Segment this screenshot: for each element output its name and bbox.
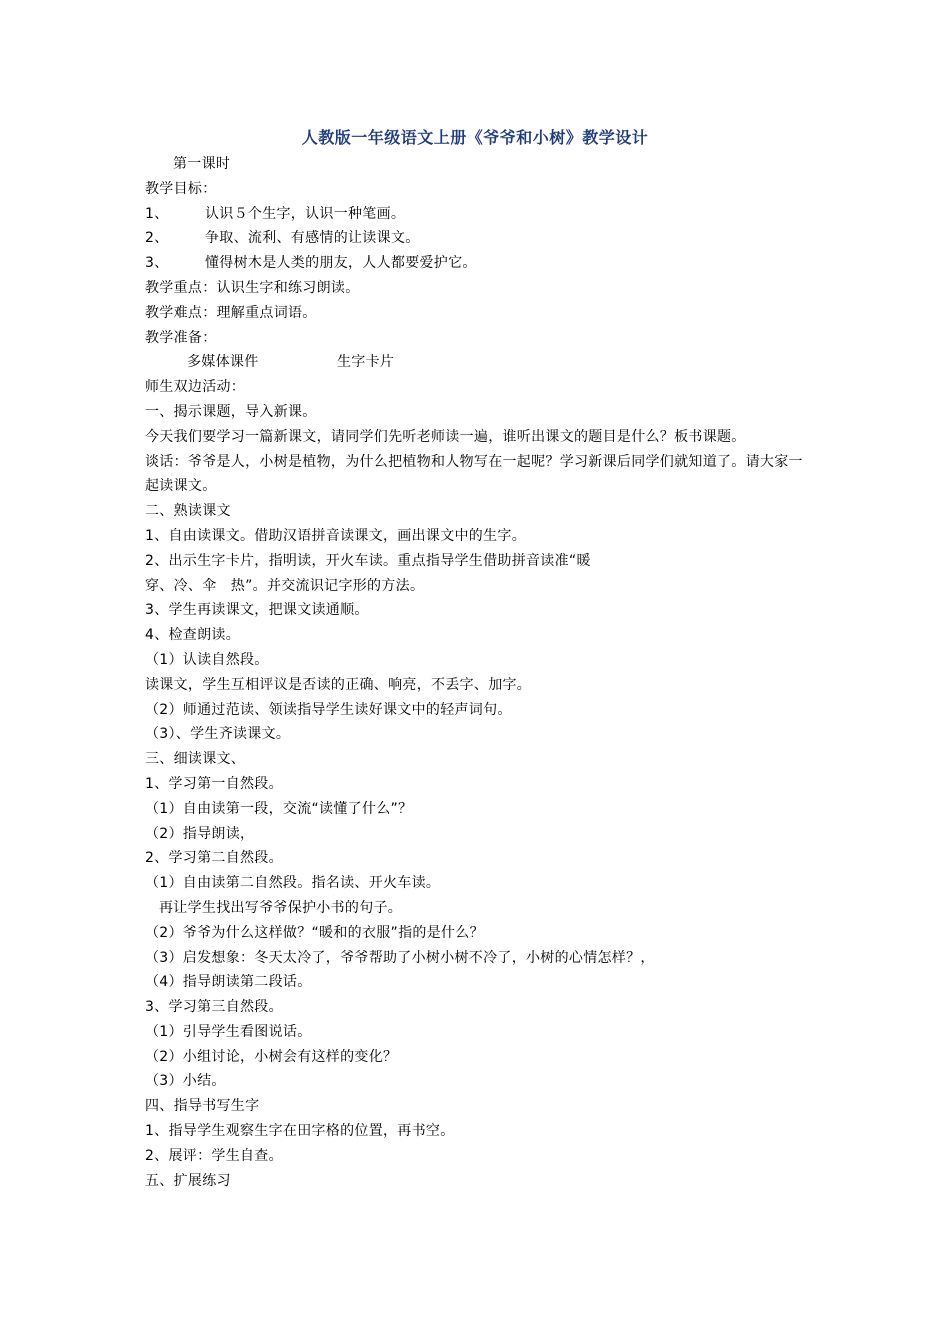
paragraph: （4）指导朗读第二段话。: [145, 974, 312, 991]
prep-heading: 教学准备：: [145, 329, 217, 346]
paragraph: 2、学习第二自然段。: [145, 850, 283, 867]
paragraph: 4、检查朗读。: [145, 627, 241, 644]
objective-item: [145, 202, 815, 227]
paragraph: （2）师通过范读、领读指导学生读好课文中的轻声词句。: [145, 701, 512, 718]
paragraph: 今天我们要学习一篇新课文，请同学们先听老师读一遍，谁听出课文的题目是什么？板书课题。: [145, 428, 746, 445]
paragraph: 2、出示生字卡片，指明读，开火车读。重点指导学生借助拼音读准“暖: [145, 552, 591, 569]
paragraph: （2）爷爷为什么这样做？“暖和的衣服”指的是什么？: [145, 924, 484, 941]
paragraph: 1、学习第一自然段。: [145, 775, 283, 792]
prep-item: 生字卡片: [337, 354, 395, 371]
section-heading: 二、熟读课文: [145, 503, 231, 520]
prep-items: [145, 350, 815, 375]
paragraph: （1）自由读第一段，交流“读懂了什么”？: [145, 800, 413, 817]
paragraph: 再让学生找出写爷爷保护小书的句子。: [159, 899, 403, 916]
key-point: 教学重点：认识生字和练习朗读。: [145, 279, 360, 296]
difficulty: 教学难点：理解重点词语。: [145, 304, 317, 321]
paragraph: 谈话：爷爷是人，小树是植物，为什么把植物和人物写在一起呢？学习新课后同学们就知道了。请大家一起读课文。: [145, 453, 803, 495]
paragraph: （2）小组讨论，小树会有这样的变化？: [145, 1048, 398, 1065]
paragraph: 穿、冷、伞 热”。并交流识记字形的方法。: [145, 577, 425, 594]
paragraph: （1）自由读第二自然段。指名读、开火车读。: [145, 875, 441, 892]
objective-number: 3、: [145, 255, 169, 272]
prep-item: 多媒体课件: [187, 354, 259, 371]
objective-text: 懂得树木是人类的朋友，人人都要爱护它。: [205, 255, 477, 272]
paragraph: 2、展评：学生自查。: [145, 1147, 283, 1164]
document-body: [145, 152, 815, 1193]
document-title: 人教版一年级语文上册《爷爷和小树》教学设计: [301, 128, 649, 147]
objective-number: 2、: [145, 230, 169, 247]
objective-number: 1、: [145, 205, 169, 222]
activity-heading: 师生双边活动：: [145, 379, 246, 396]
objective-text: 争取、流利、有感情的让读课文。: [205, 230, 420, 247]
paragraph: 1、自由读课文。借助汉语拼音读课文，画出课文中的生字。: [145, 527, 527, 544]
lesson-label: 第一课时: [173, 156, 231, 172]
paragraph: 1、指导学生观察生字在田字格的位置，再书空。: [145, 1123, 455, 1140]
paragraph: （2）指导朗读，: [145, 825, 255, 842]
objective-text: 认识５个生字，认识一种笔画。: [205, 205, 406, 222]
section-heading: 四、指导书写生字: [145, 1098, 260, 1115]
paragraph: （3）、学生齐读课文。: [145, 726, 291, 743]
paragraph: （1）认读自然段。: [145, 651, 269, 668]
objectives-heading: 教学目标：: [145, 180, 217, 197]
paragraph: 3、学习第三自然段。: [145, 999, 283, 1016]
paragraph: （3）启发想象：冬天太冷了，爷爷帮助了小树小树不冷了，小树的心情怎样？，: [145, 949, 655, 966]
objective-item: [145, 226, 815, 251]
section-heading: 一、揭示课题，导入新课。: [145, 403, 317, 420]
paragraph: 3、学生再读课文，把课文读通顺。: [145, 602, 369, 619]
paragraph: （3）小结。: [145, 1073, 226, 1090]
section-heading: 五、扩展练习: [145, 1172, 231, 1189]
objective-item: [145, 251, 815, 276]
section-heading: 三、细读课文、: [145, 751, 246, 768]
paragraph: 读课文，学生互相评议是否读的正确、响亮，不丢字、加字。: [145, 676, 532, 693]
paragraph: （1）引导学生看图说话。: [145, 1023, 312, 1040]
